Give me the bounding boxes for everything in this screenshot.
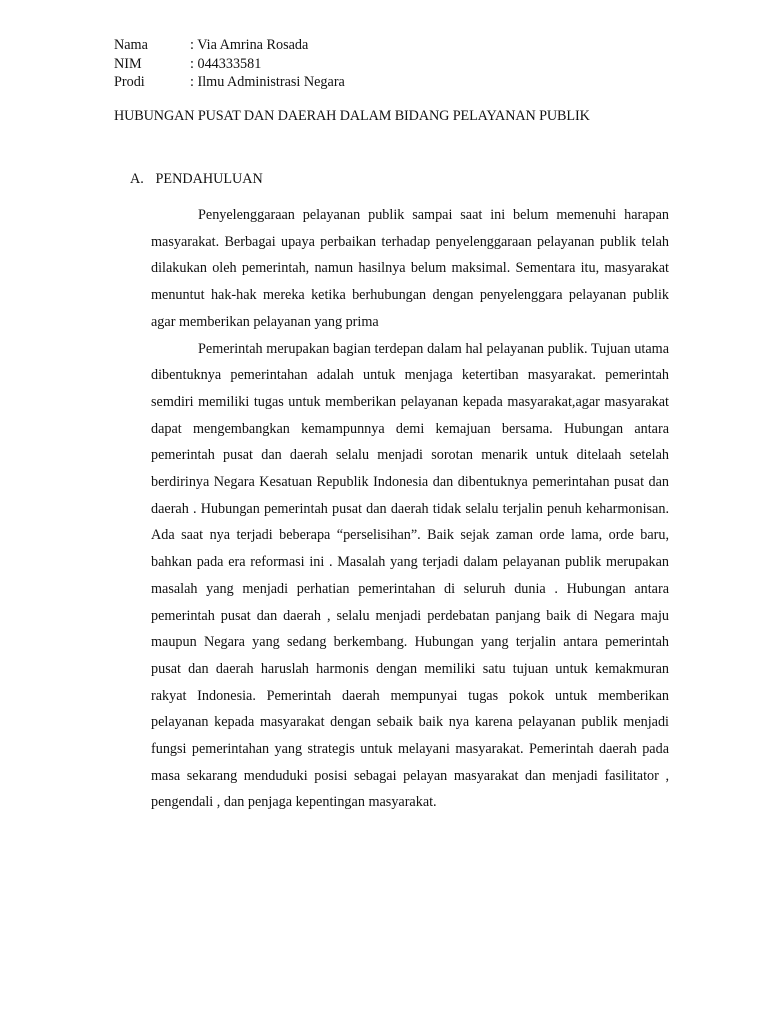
info-label: Nama (114, 37, 148, 53)
paragraph-1: Penyelenggaraan pelayanan publik sampai saat ini belum memenuhi harapan masyarakat. Berbagai upaya perbaikan terhadap penyelenggaraan pelayanan publik telah dilakukan oleh pemerintah, namun hasilnya belum maksimal. Sementara itu, masyarakat menuntut hak-hak mereka ketika berhubungan dengan penyelenggara pelayanan publik agar memberikan pelayanan yang prima (151, 207, 669, 330)
section-number: A. (130, 171, 144, 187)
info-row-nim (114, 55, 345, 74)
document-title: HUBUNGAN PUSAT DAN DAERAH DALAM BIDANG PELAYANAN PUBLIK (114, 108, 590, 124)
section-body (151, 202, 669, 816)
info-label: Prodi (114, 74, 145, 90)
info-value: : 044333581 (190, 55, 262, 72)
paragraph-2: Pemerintah merupakan bagian terdepan dalam hal pelayanan publik. Tujuan utama dibentuknya pemerintahan adalah untuk menjaga ketertiban masyarakat. pemerintah semdiri memiliki tugas untuk memberikan pelayanan kepada masyarakat,agar masyarakat dapat mengembangkan kemampunnya demi kemajuan bersama. Hubungan antara pemerintah pusat dan daerah selalu menjadi sorotan menarik untuk ditelaah setelah berdirinya Negara Kesatuan Republik Indonesia dan dibentuknya pemerintahan pusat dan daerah . Hubungan pemerintah pusat dan daerah tidak selalu terjalin penuh keharmonisan. Ada saat nya terjadi beberapa “perselisihan”. Baik sejak zaman orde lama, orde baru, bahkan pada era reformasi ini . Masalah yang terjadi dalam pelayanan publik merupakan masalah yang menjadi perhatian pemerintahan di seluruh dunia . Hubungan antara pemerintah pusat dan daerah , selalu menjadi perdebatan panjang baik di Negara maju maupun Negara yang sedang berkembang. Hubungan yang terjalin antara pemerintah pusat dan daerah haruslah harmonis dengan memiliki satu tujuan untuk kemakmuran rakyat Indonesia. Pemerintah daerah mempunyai tugas pokok untuk memberikan pelayanan kepada masyarakat dengan sebaik baik nya karena pelayanan publik menjadi fungsi pemerintahan yang strategis untuk melayani masyarakat. Pemerintah daerah pada masa sekarang menduduki posisi sebagai pelayan masyarakat dan menjadi fasilitator , pengendali , dan penjaga kepentingan masyarakat. (151, 340, 669, 811)
info-value: : Via Amrina Rosada (190, 37, 309, 53)
section-heading (130, 170, 263, 188)
info-row-prodi (114, 73, 345, 92)
student-info (114, 36, 345, 92)
section-title: PENDAHULUAN (155, 171, 263, 187)
info-value: : Ilmu Administrasi Negara (190, 74, 345, 90)
info-label: NIM (114, 55, 142, 72)
info-row-nama (114, 36, 345, 55)
